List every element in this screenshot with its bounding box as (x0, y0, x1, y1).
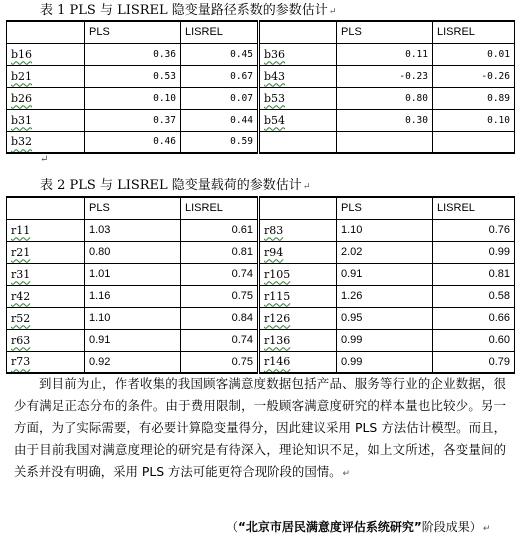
lisrel-value: 0.81 (181, 241, 259, 263)
paragraph-mark: ↵ (328, 7, 337, 17)
column-header: PLS (85, 21, 181, 43)
lisrel-value: 0.01 (433, 43, 515, 65)
parameter-name: r146 (259, 351, 337, 373)
parameter-name: r73 (7, 351, 85, 373)
table-row (7, 65, 515, 87)
lisrel-value (433, 131, 515, 153)
column-header: PLS (85, 197, 181, 219)
parameter-name (259, 131, 337, 153)
parameter-name: b36 (259, 43, 337, 65)
parameter-name: r21 (7, 241, 85, 263)
pls-value: 1.26 (337, 285, 433, 307)
parameter-name: b21 (7, 65, 85, 87)
pls-value: 0.46 (85, 131, 181, 153)
footer-project-title: “北京市居民满意度评估系统研究” (238, 520, 422, 534)
footer-suffix: 阶段成果） (421, 520, 482, 534)
column-header (7, 21, 85, 43)
parameter-name: r52 (7, 307, 85, 329)
paragraph-mark: ↵ (482, 524, 491, 534)
column-header (7, 197, 85, 219)
lisrel-value: 0.74 (181, 329, 259, 351)
lisrel-value: 0.99 (433, 241, 515, 263)
parameter-name: r115 (259, 285, 337, 307)
parameter-name: r94 (259, 241, 337, 263)
lisrel-value: 0.76 (433, 219, 515, 241)
lisrel-value: 0.44 (181, 109, 259, 131)
pls-value: 0.30 (337, 109, 433, 131)
table1-caption (40, 3, 336, 20)
pls-value: 0.10 (85, 87, 181, 109)
table-header-row (7, 197, 515, 219)
parameter-name: b32 (7, 131, 85, 153)
body-paragraph-text: 到目前为止，作者收集的我国顾客满意度数据包括产品、服务等行业的企业数据，很少有满足正态分布的条件。由于费用限制，一般顾客满意度研究的样本量也比较少。另一方面，为了实际需要，有必要计算隐变量得分，因此建议采用 PLS 方法估计模型。而且，由于目前我国对满意度理论的研究是有待深入，理论知识不足，如上文所述，各变量间的关系并没有明确，采用 PLS 方法可能更符合现阶段的国情。 (14, 376, 506, 479)
lisrel-value: 0.10 (433, 109, 515, 131)
parameter-name: r11 (7, 219, 85, 241)
lisrel-value: 0.81 (433, 263, 515, 285)
pls-value: 0.53 (85, 65, 181, 87)
lisrel-value: 0.75 (181, 285, 259, 307)
parameter-name: b43 (259, 65, 337, 87)
column-header: LISREL (181, 197, 259, 219)
lisrel-value: 0.75 (181, 351, 259, 373)
table-row (7, 285, 515, 307)
pls-value: 0.11 (337, 43, 433, 65)
pls-value: 0.36 (85, 43, 181, 65)
lisrel-value: 0.60 (433, 329, 515, 351)
lisrel-value: 0.07 (181, 87, 259, 109)
table-row (7, 219, 515, 241)
lisrel-value: 0.66 (433, 307, 515, 329)
parameter-name: r42 (7, 285, 85, 307)
lisrel-value: 0.67 (181, 65, 259, 87)
pls-value: 0.99 (337, 351, 433, 373)
paragraph-mark: ↵ (302, 182, 311, 192)
footer-attribution (226, 518, 490, 535)
pls-value: 0.80 (85, 241, 181, 263)
pls-value: 0.91 (85, 329, 181, 351)
pls-value: 0.91 (337, 263, 433, 285)
parameter-name: r136 (259, 329, 337, 351)
column-header: PLS (337, 21, 433, 43)
lisrel-value: 0.89 (433, 87, 515, 109)
lisrel-value: 0.58 (433, 285, 515, 307)
pls-value: 0.99 (337, 329, 433, 351)
parameter-name: r105 (259, 263, 337, 285)
parameter-name: b16 (7, 43, 85, 65)
pls-value: 1.03 (85, 219, 181, 241)
column-header: LISREL (433, 21, 515, 43)
parameter-name: r83 (259, 219, 337, 241)
footer-open: （ (226, 520, 239, 534)
pls-value (337, 131, 433, 153)
table2-caption (40, 178, 310, 195)
table1-after-mark: ↵ (40, 154, 49, 165)
table2 (6, 196, 515, 374)
lisrel-value: 0.61 (181, 219, 259, 241)
pls-value: 1.10 (85, 307, 181, 329)
parameter-name: b31 (7, 109, 85, 131)
column-header: LISREL (181, 21, 259, 43)
parameter-name: b26 (7, 87, 85, 109)
pls-value: 2.02 (337, 241, 433, 263)
body-paragraph (14, 373, 506, 485)
table-row (7, 241, 515, 263)
pls-value: 0.92 (85, 351, 181, 373)
table-row (7, 351, 515, 373)
lisrel-value: 0.84 (181, 307, 259, 329)
pls-value: 1.10 (337, 219, 433, 241)
column-header (259, 197, 337, 219)
table-row (7, 131, 515, 153)
table1-caption-text: 表 1 PLS 与 LISREL 隐变量路径系数的参数估计 (40, 3, 328, 18)
table-row (7, 329, 515, 351)
pls-value: 1.16 (85, 285, 181, 307)
lisrel-value: 0.79 (433, 351, 515, 373)
parameter-name: r31 (7, 263, 85, 285)
column-header: PLS (337, 197, 433, 219)
lisrel-value: 0.59 (181, 131, 259, 153)
column-header: LISREL (433, 197, 515, 219)
paragraph-mark: ↵ (342, 469, 351, 479)
pls-value: 0.95 (337, 307, 433, 329)
table-row (7, 109, 515, 131)
parameter-name: b53 (259, 87, 337, 109)
table-row (7, 43, 515, 65)
parameter-name: r126 (259, 307, 337, 329)
lisrel-value: 0.74 (181, 263, 259, 285)
table-row (7, 87, 515, 109)
parameter-name: b54 (259, 109, 337, 131)
table-header-row (7, 21, 515, 43)
column-header (259, 21, 337, 43)
pls-value: -0.23 (337, 65, 433, 87)
pls-value: 0.37 (85, 109, 181, 131)
lisrel-value: 0.45 (181, 43, 259, 65)
parameter-name: r63 (7, 329, 85, 351)
table-row (7, 307, 515, 329)
lisrel-value: -0.26 (433, 65, 515, 87)
pls-value: 0.80 (337, 87, 433, 109)
pls-value: 1.01 (85, 263, 181, 285)
table-row (7, 263, 515, 285)
table1 (6, 20, 515, 154)
table2-caption-text: 表 2 PLS 与 LISREL 隐变量载荷的参数估计 (40, 178, 302, 193)
